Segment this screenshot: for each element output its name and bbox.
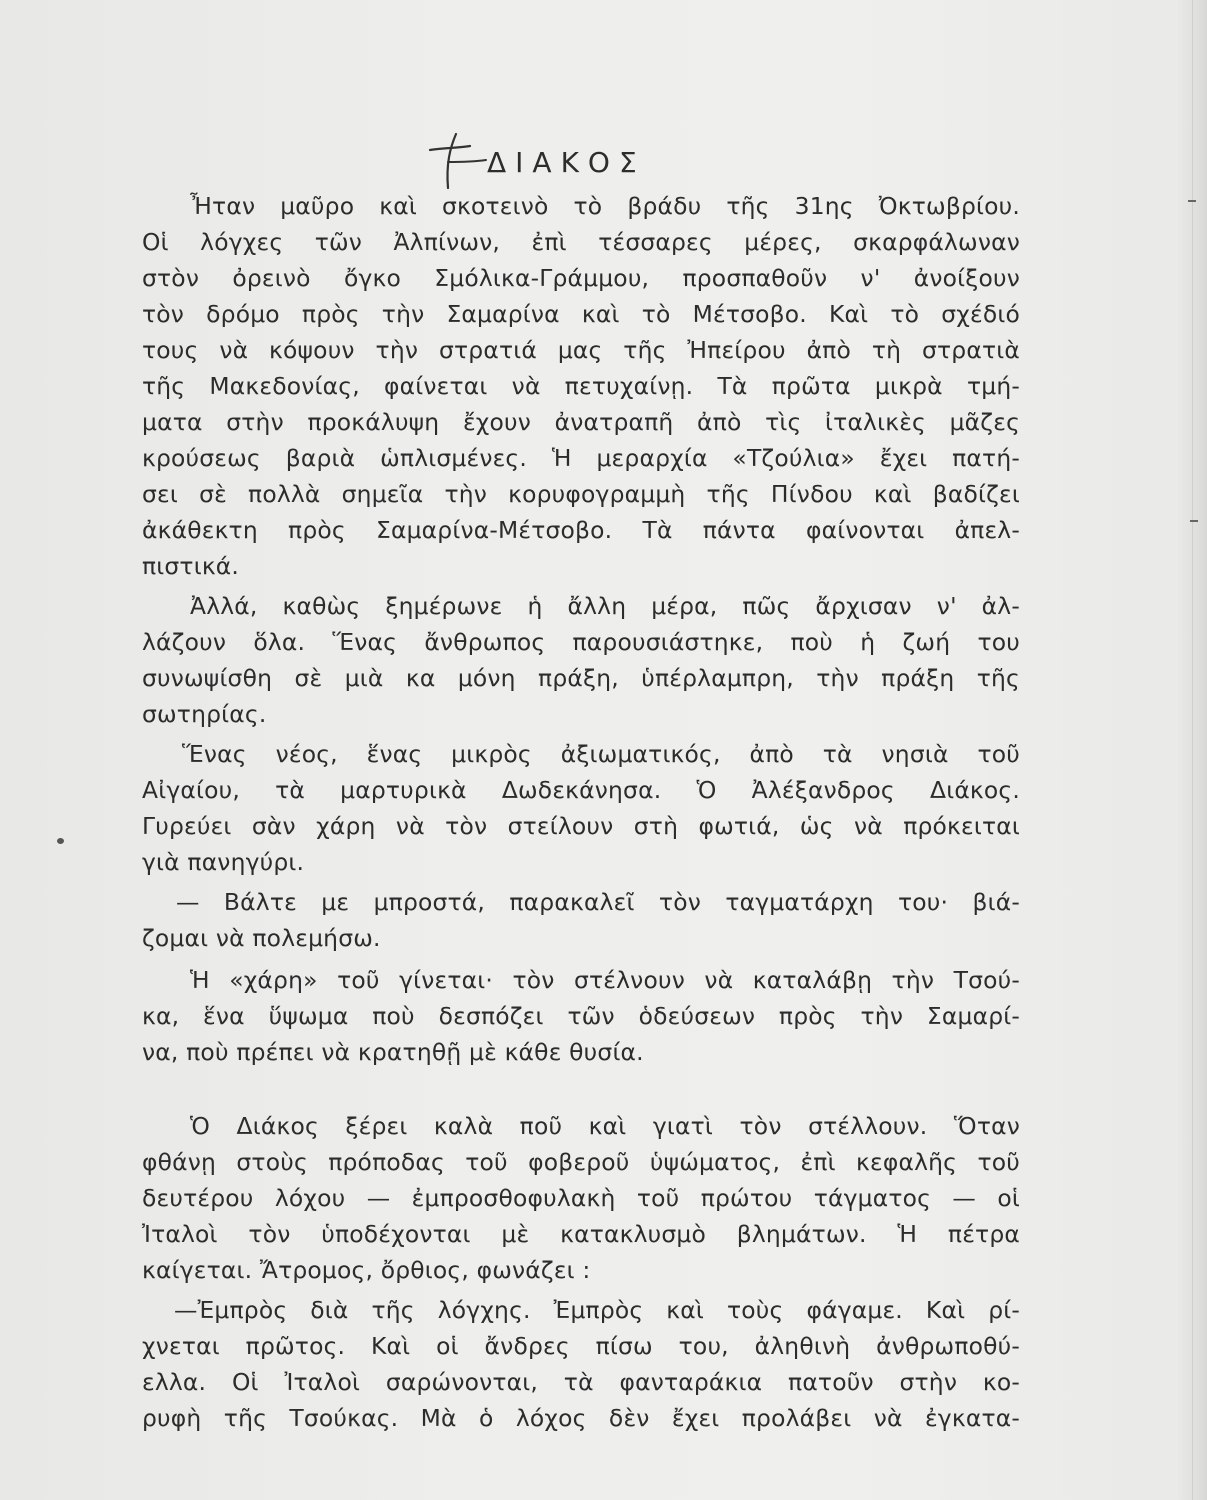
text-line: τους νὰ κόψουν τὴν στρατιά μας τῆς Ἠπείρου ἀπὸ τὴ στρατιὰ [142, 336, 1020, 364]
text-line: κα, ἕνα ὕψωμα ποὺ δεσπόζει τῶν ὁδεύσεων πρὸς τὴν Σαμαρί- [142, 1002, 1020, 1030]
text-line: Ὁ Διάκος ξέρει καλὰ ποῦ καὶ γιατὶ τὸν στέλλουν. Ὅταν [190, 1112, 1020, 1140]
page-title: ΔΙΑΚΟΣ [487, 146, 646, 179]
text-line: λάζουν ὅλα. Ἕνας ἄνθρωπος παρουσιάστηκε, ποὺ ἡ ζωή του [142, 628, 1020, 656]
text-line: Γυρεύει σὰν χάρη νὰ τὸν στείλουν στὴ φωτιά, ὡς νὰ πρόκειται [142, 812, 1020, 840]
text-line: γιὰ πανηγύρι. [142, 848, 305, 876]
text-line: Ἦταν μαῦρο καὶ σκοτεινὸ τὸ βράδυ τῆς 31ης Ὀκτωβρίου. [190, 192, 1020, 220]
text-line: ἀκάθεκτη πρὸς Σαμαρίνα-Μέτσοβο. Τὰ πάντα φαίνονται ἀπελ- [142, 516, 1020, 544]
text-line: δευτέρου λόχου — ἐμπροσθοφυλακὴ τοῦ πρώτου τάγματος — οἱ [142, 1184, 1020, 1212]
text-line: Ἕνας νέος, ἕνας μικρὸς ἀξιωματικός, ἀπὸ τὰ νησιὰ τοῦ [182, 740, 1020, 768]
edge-tick [1190, 520, 1198, 522]
text-line: ματα στὴν προκάλυψη ἔχουν ἀνατραπῆ ἀπὸ τὶς ἰταλικὲς μᾶζες [142, 408, 1020, 436]
text-line: — Βάλτε με μπροστά, παρακαλεῖ τὸν ταγματάρχη του· βιά- [176, 888, 1020, 916]
text-line: φθάνῃ στοὺς πρόποδας τοῦ φοβεροῦ ὑψώματος, ἐπὶ κεφαλῆς τοῦ [142, 1148, 1020, 1176]
text-line: Ἀλλά, καθὼς ξημέρωνε ἡ ἄλλη μέρα, πῶς ἄρχισαν ν' ἀλ- [190, 592, 1020, 620]
text-line: τῆς Μακεδονίας, φαίνεται νὰ πετυχαίνῃ. Τὰ πρῶτα μικρὰ τμή- [142, 372, 1020, 400]
text-line: Ἡ «χάρη» τοῦ γίνεται· τὸν στέλνουν νὰ καταλάβῃ τὴν Τσού- [190, 966, 1020, 994]
text-line: Ἰταλοὶ τὸν ὑποδέχονται μὲ κατακλυσμὸ βλημάτων. Ἡ πέτρα [142, 1220, 1020, 1248]
text-line: καίγεται. Ἄτρομος, ὄρθιος, φωνάζει : [142, 1256, 591, 1284]
text-line: σωτηρίας. [142, 700, 267, 728]
text-line: σει σὲ πολλὰ σημεῖα τὴν κορυφογραμμὴ τῆς Πίνδου καὶ βαδίζει [142, 480, 1020, 508]
text-line: ζομαι νὰ πολεμήσω. [142, 924, 381, 952]
edge-tick [1188, 200, 1196, 202]
text-line: —Ἐμπρὸς διὰ τῆς λόγχης. Ἐμπρὸς καὶ τοὺς φάγαμε. Καὶ ρί- [174, 1296, 1020, 1324]
text-line: χνεται πρῶτος. Καὶ οἱ ἄνδρες πίσω του, ἀληθινὴ ἀνθρωποθύ- [142, 1332, 1020, 1360]
ink-speck [57, 838, 64, 844]
text-line: στὸν ὀρεινὸ ὄγκο Σμόλικα-Γράμμου, προσπαθοῦν ν' ἀνοίξουν [142, 264, 1020, 292]
text-line: Αἰγαίου, τὰ μαρτυρικὰ Δωδεκάνησα. Ὁ Ἀλέξανδρος Διάκος. [142, 776, 1020, 804]
text-line: συνωψίσθη σὲ μιὰ κα μόνη πράξη, ὑπέρλαμπρη, τὴν πράξη τῆς [142, 664, 1020, 692]
text-line: Οἱ λόγχες τῶν Ἀλπίνων, ἐπὶ τέσσαρες μέρες, σκαρφάλωναν [142, 228, 1020, 256]
text-line: τὸν δρόμο πρὸς τὴν Σαμαρίνα καὶ τὸ Μέτσοβο. Καὶ τὸ σχέδιό [142, 300, 1020, 328]
text-line: ρυφὴ τῆς Τσούκας. Μὰ ὁ λόχος δὲν ἔχει προλάβει νὰ ἐγκατα- [142, 1404, 1020, 1432]
text-line: ελλα. Οἱ Ἰταλοὶ σαρώνονται, τὰ φανταράκια πατοῦν στὴν κο- [142, 1368, 1020, 1396]
text-line: κρούσεως βαριὰ ὡπλισμένες. Ἡ μεραρχία «Τζούλια» ἔχει πατή- [142, 444, 1020, 472]
text-line: να, ποὺ πρέπει νὰ κρατηθῇ μὲ κάθε θυσία. [142, 1038, 644, 1066]
page-edge-line [1192, 0, 1193, 1500]
text-line: πιστικά. [142, 552, 240, 580]
handwritten-mark [428, 132, 488, 190]
